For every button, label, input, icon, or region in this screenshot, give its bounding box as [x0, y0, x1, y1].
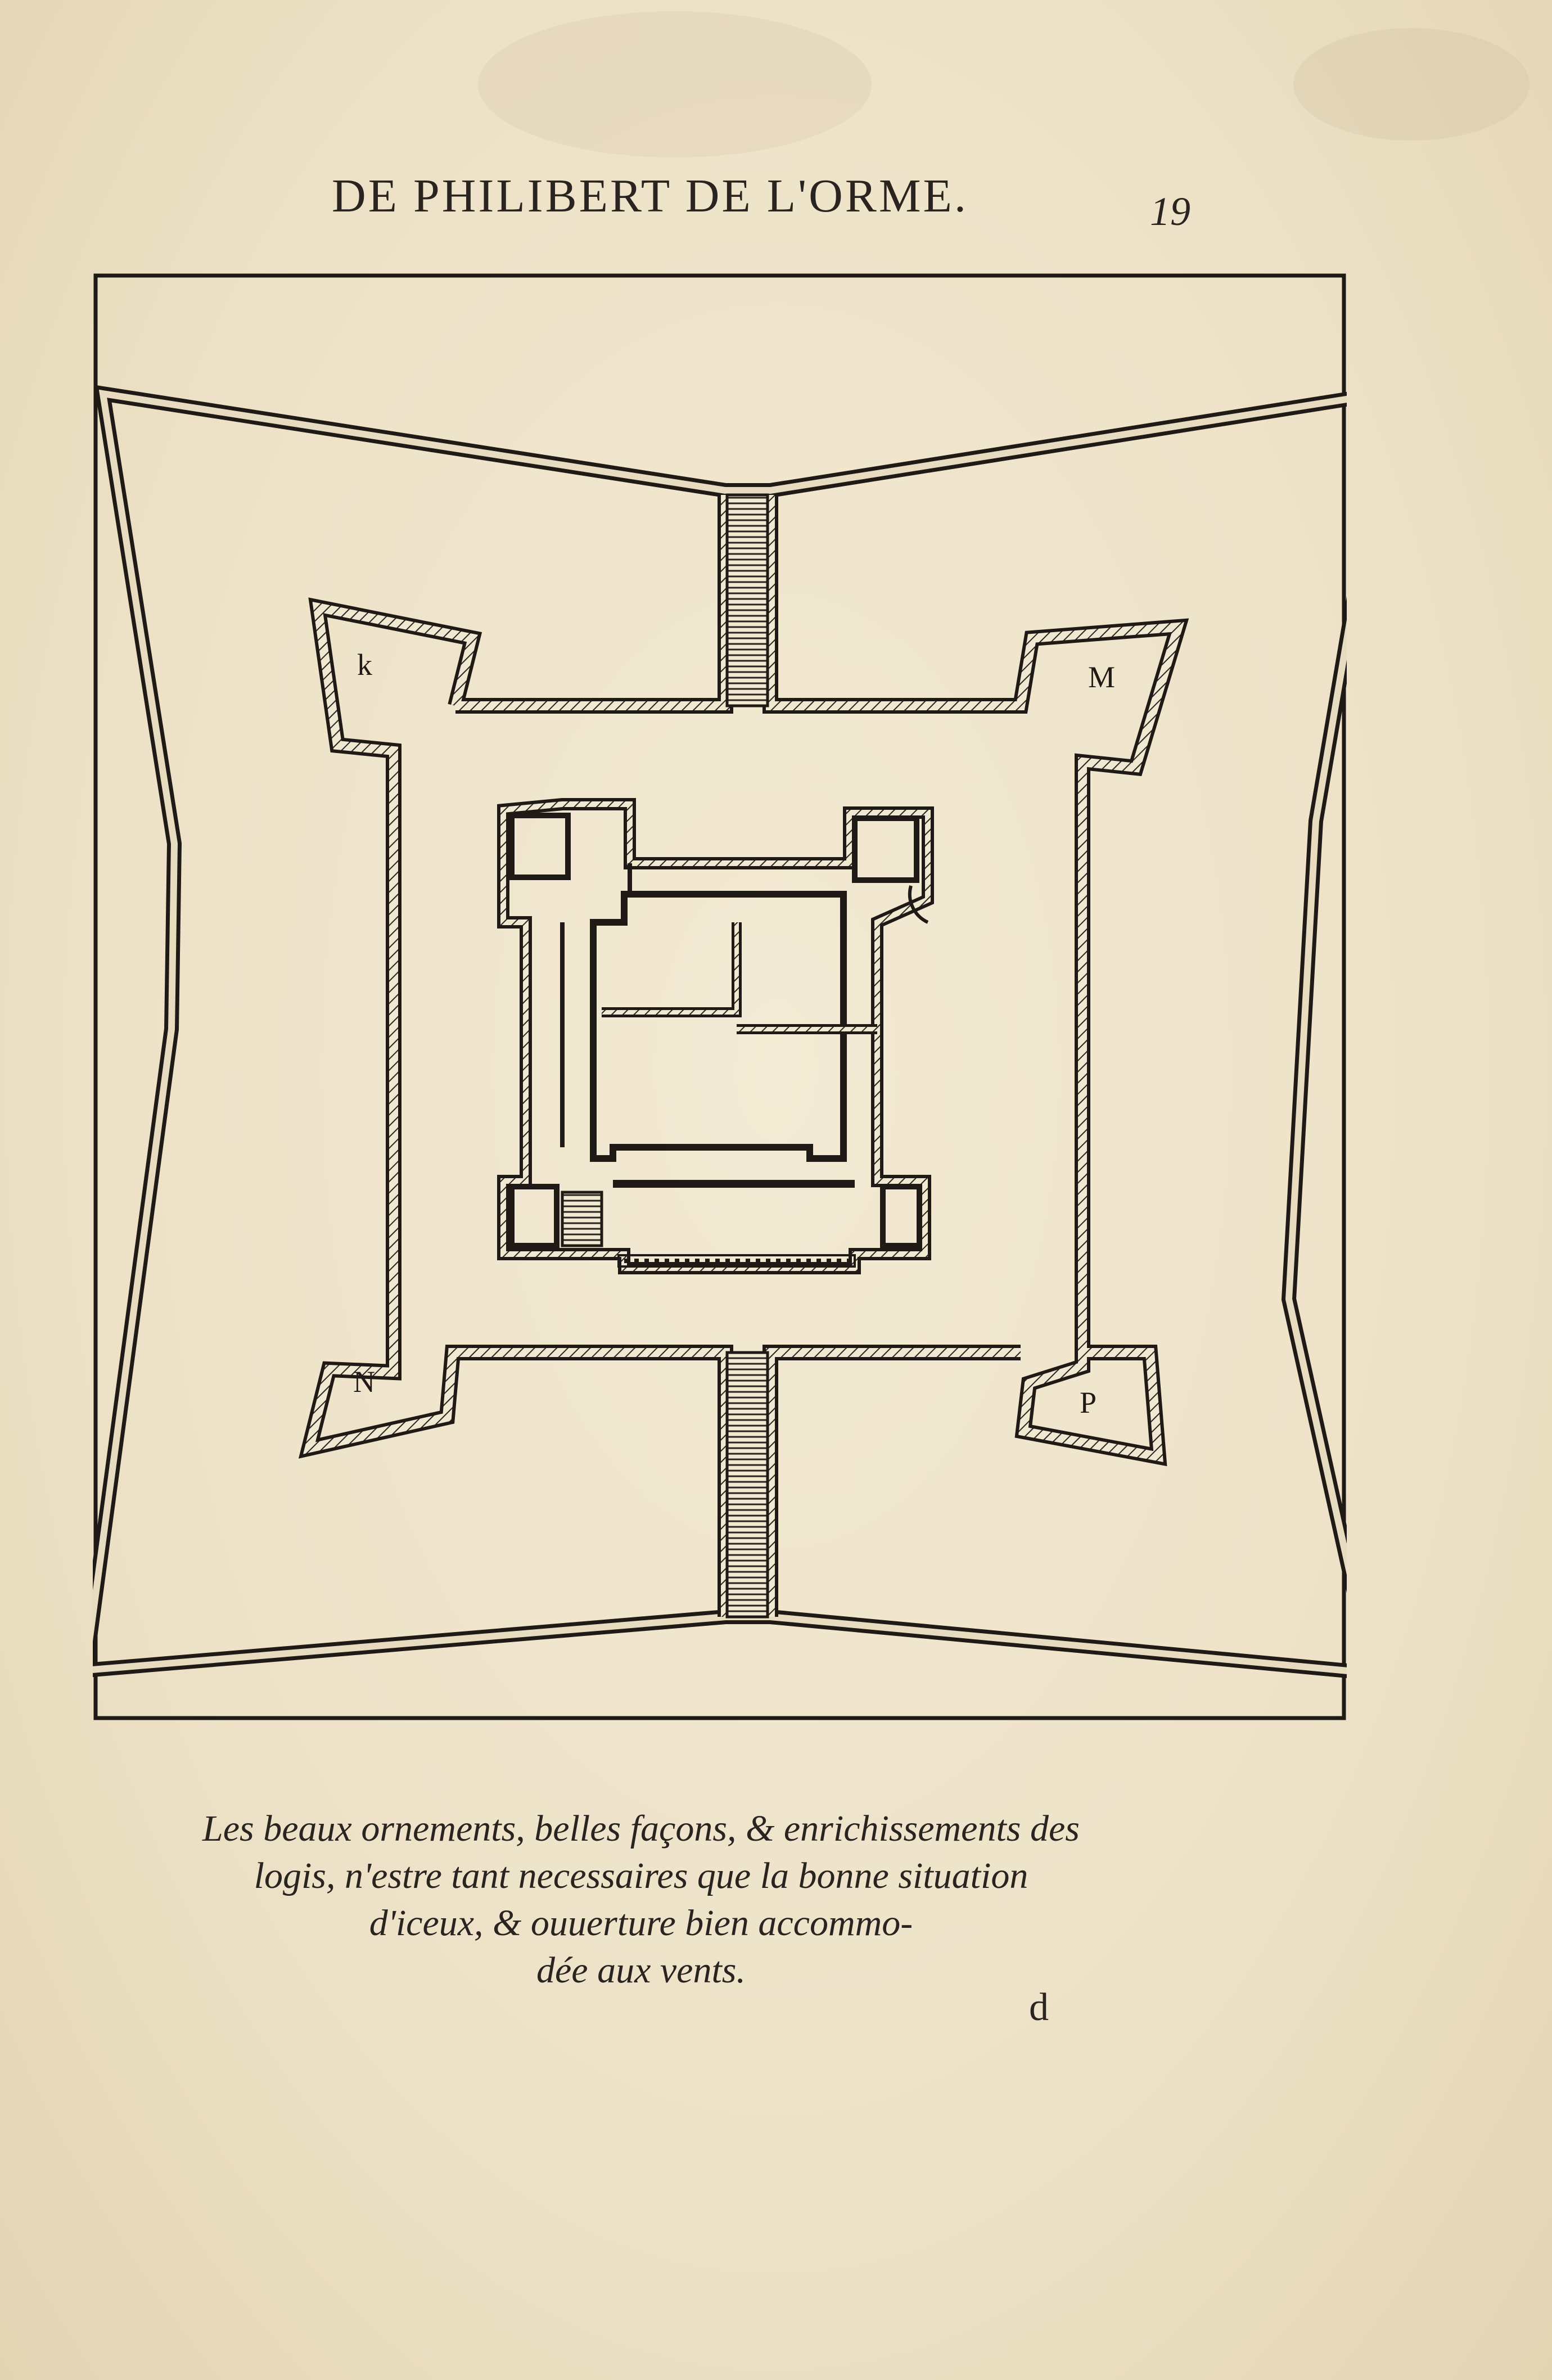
bastion-label-p: P	[1080, 1386, 1097, 1419]
fortress-plan-figure	[93, 273, 1347, 1721]
bastion-label-m: M	[1088, 660, 1116, 694]
caption-line: logis, n'estre tant necessaires que la bonne situation	[254, 1855, 1028, 1896]
caption-line: dée aux vents.	[536, 1950, 746, 1991]
figure-caption	[169, 1805, 1113, 1994]
page-number: 19	[1150, 189, 1190, 234]
bastion-label-n: N	[353, 1365, 375, 1399]
paper-stain	[1293, 28, 1530, 141]
signature-mark: d	[1029, 1986, 1049, 2029]
south-causeway	[727, 1353, 768, 1617]
running-title: DE PHILIBERT DE L'ORME.	[332, 170, 968, 222]
bastion-label-k: k	[357, 648, 372, 682]
paper-stain	[478, 11, 872, 157]
north-causeway	[727, 495, 768, 706]
caption-line: d'iceux, & ouuerture bien accommo-	[369, 1903, 913, 1944]
chateau-plan	[503, 804, 928, 1268]
caption-line: Les beaux ornements, belles façons, & enrichissements des	[202, 1808, 1080, 1849]
